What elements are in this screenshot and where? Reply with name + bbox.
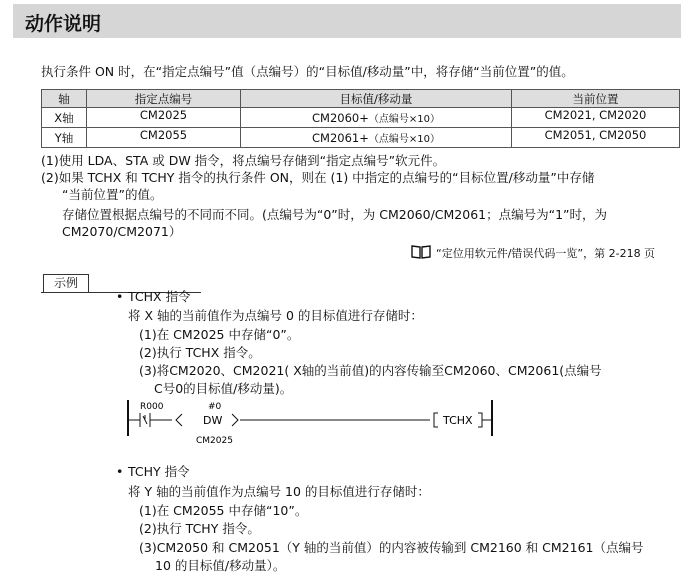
tchx-step-3-line2: C号0的目标值/移动量)。: [154, 381, 293, 396]
tchx-title: TCHX 指令: [128, 289, 191, 304]
bullet: •: [116, 289, 124, 304]
target-suffix: （点编号×10）: [368, 134, 440, 145]
contact-label: R000: [140, 402, 164, 412]
note-2-line1: (2)如果 TCHX 和 TCHY 指令的执行条件 ON，则在 (1) 中指定的点编号的“目标位置/移动量”中存储: [41, 170, 595, 185]
contact-symbol: [140, 413, 150, 427]
example-label: 示例: [43, 274, 89, 293]
tchy-step-2: (2)执行 TCHY 指令。: [139, 521, 260, 536]
tchy-step-1: (1)在 CM2055 中存储“10”。: [139, 503, 308, 518]
dw-right-bracket: [232, 414, 238, 426]
tchx-step-3-line1: (3)将CM2020、CM2021( X轴的当前值)的内容传输至CM2060、CM2061(点编号: [139, 363, 602, 378]
tchy-title: TCHY 指令: [128, 464, 190, 479]
column-header: 指定点编号: [87, 90, 241, 108]
bullet: •: [116, 464, 124, 479]
note-3-line1: 存储位置根据点编号的不同而不同。(点编号为“0”时，为 CM2060/CM2061；点编号为“1”时，为: [62, 207, 608, 222]
coil-right-bracket: [478, 413, 482, 427]
tchy-step-3-line1: (3)CM2050 和 CM2051（Y 轴的当前值）的内容被传输到 CM2160 和 CM2161（点编号: [139, 540, 644, 555]
column-header: 当前位置: [512, 90, 680, 108]
current-cell: CM2021, CM2020: [512, 108, 680, 128]
table-header-row: [42, 90, 680, 108]
section-title: 动作说明: [25, 13, 102, 35]
target-cell: [241, 108, 512, 128]
axis-cell: Y轴: [42, 128, 87, 148]
table-row: [42, 108, 680, 128]
device-label: CM2025: [196, 436, 233, 446]
note-1: (1)使用 LDA、STA 或 DW 指令，将点编号存储到“指定点编号”软元件。: [41, 153, 446, 168]
point-cell: CM2025: [87, 108, 241, 128]
target-value: CM2061+: [312, 131, 369, 145]
current-cell: CM2051, CM2050: [512, 128, 680, 148]
note-3-line2: CM2070/CM2071）: [62, 224, 182, 239]
target-cell: [241, 128, 512, 148]
tchx-step-2: (2)执行 TCHX 指令。: [139, 345, 261, 360]
dw-left-bracket: [176, 414, 182, 426]
ladder-diagram: [120, 396, 500, 448]
intro-text: 执行条件 ON 时，在“指定点编号”值（点编号）的“目标值/移动量”中，将存储“当前位置”的值。: [41, 64, 574, 79]
column-header: 目标值/移动量: [241, 90, 512, 108]
device-table: [41, 89, 680, 148]
const-label: #0: [208, 402, 222, 412]
tchy-step-3-line2: 10 的目标值/移动量）。: [155, 558, 286, 573]
tchx-step-1: (1)在 CM2025 中存储“0”。: [139, 327, 300, 342]
axis-cell: X轴: [42, 108, 87, 128]
table-row: [42, 128, 680, 148]
target-value: CM2060+: [312, 111, 369, 125]
coil-label: TCHX: [443, 414, 473, 427]
book-icon: [411, 244, 431, 260]
section-header-bar: [13, 4, 681, 38]
reference-link[interactable]: “定位用软元件/错误代码一览”，第 2-218 页: [436, 247, 656, 260]
tchx-desc: 将 X 轴的当前值作为点编号 0 的目标值进行存储时：: [128, 308, 423, 323]
dw-label: DW: [203, 414, 223, 427]
coil-left-bracket: [434, 413, 438, 427]
note-2-line2: “当前位置”的值。: [62, 187, 163, 202]
point-cell: CM2055: [87, 128, 241, 148]
column-header: 轴: [42, 90, 87, 108]
target-suffix: （点编号×10）: [368, 114, 440, 125]
tchy-desc: 将 Y 轴的当前值作为点编号 10 的目标值进行存储时：: [128, 484, 430, 499]
